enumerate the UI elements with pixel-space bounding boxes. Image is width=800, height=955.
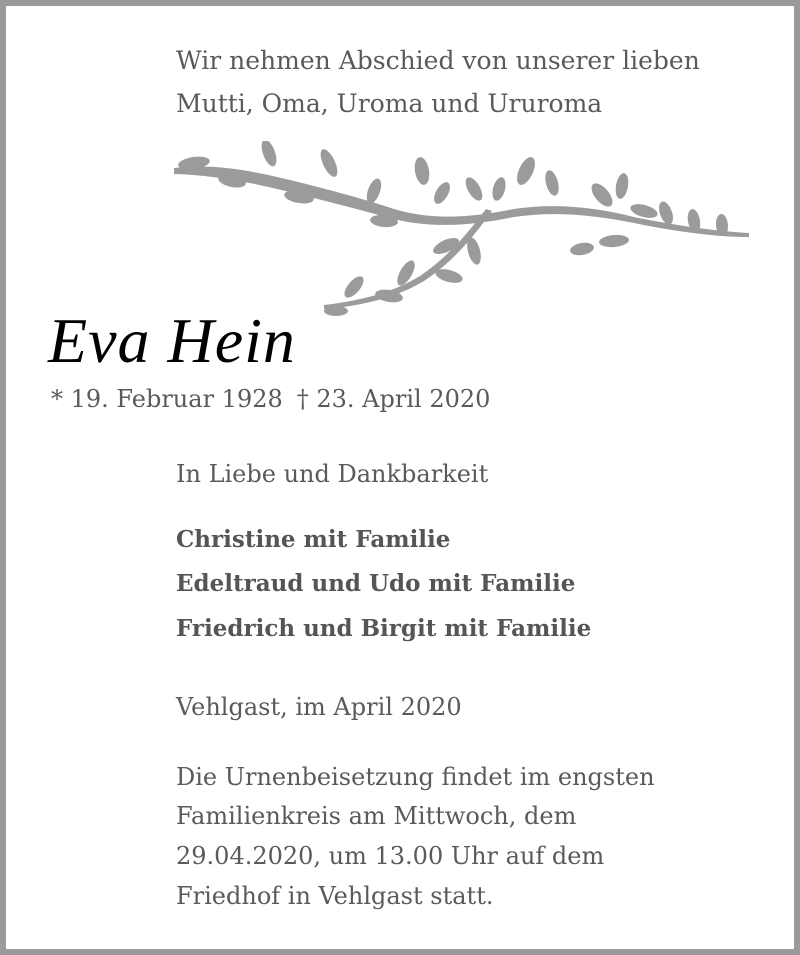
- branch-icon: [174, 141, 749, 316]
- family-line-2: Edeltraud und Udo mit Familie: [176, 570, 576, 597]
- notice-line-3: 29.04.2020, um 13.00 Uhr auf dem: [176, 842, 605, 870]
- notice-line-4: Friedhof in Vehlgast statt.: [176, 882, 494, 910]
- death-date: † 23. April 2020: [296, 385, 491, 413]
- place-date: Vehlgast, im April 2020: [176, 693, 462, 721]
- birth-date: * 19. Februar 1928: [51, 385, 283, 413]
- notice-line-1: Die Urnenbeisetzung findet im engsten: [176, 763, 655, 791]
- thanks-line: In Liebe und Dankbarkeit: [176, 460, 489, 488]
- intro-line-1: Wir nehmen Abschied von unserer lieben: [176, 46, 700, 75]
- notice-line-2: Familienkreis am Mittwoch, dem: [176, 802, 577, 830]
- family-line-3: Friedrich und Birgit mit Familie: [176, 615, 592, 642]
- life-dates: [51, 384, 490, 414]
- deceased-name: Eva Hein: [48, 305, 296, 376]
- family-line-1: Christine mit Familie: [176, 526, 451, 553]
- intro-line-2: Mutti, Oma, Uroma und Ururoma: [176, 89, 603, 118]
